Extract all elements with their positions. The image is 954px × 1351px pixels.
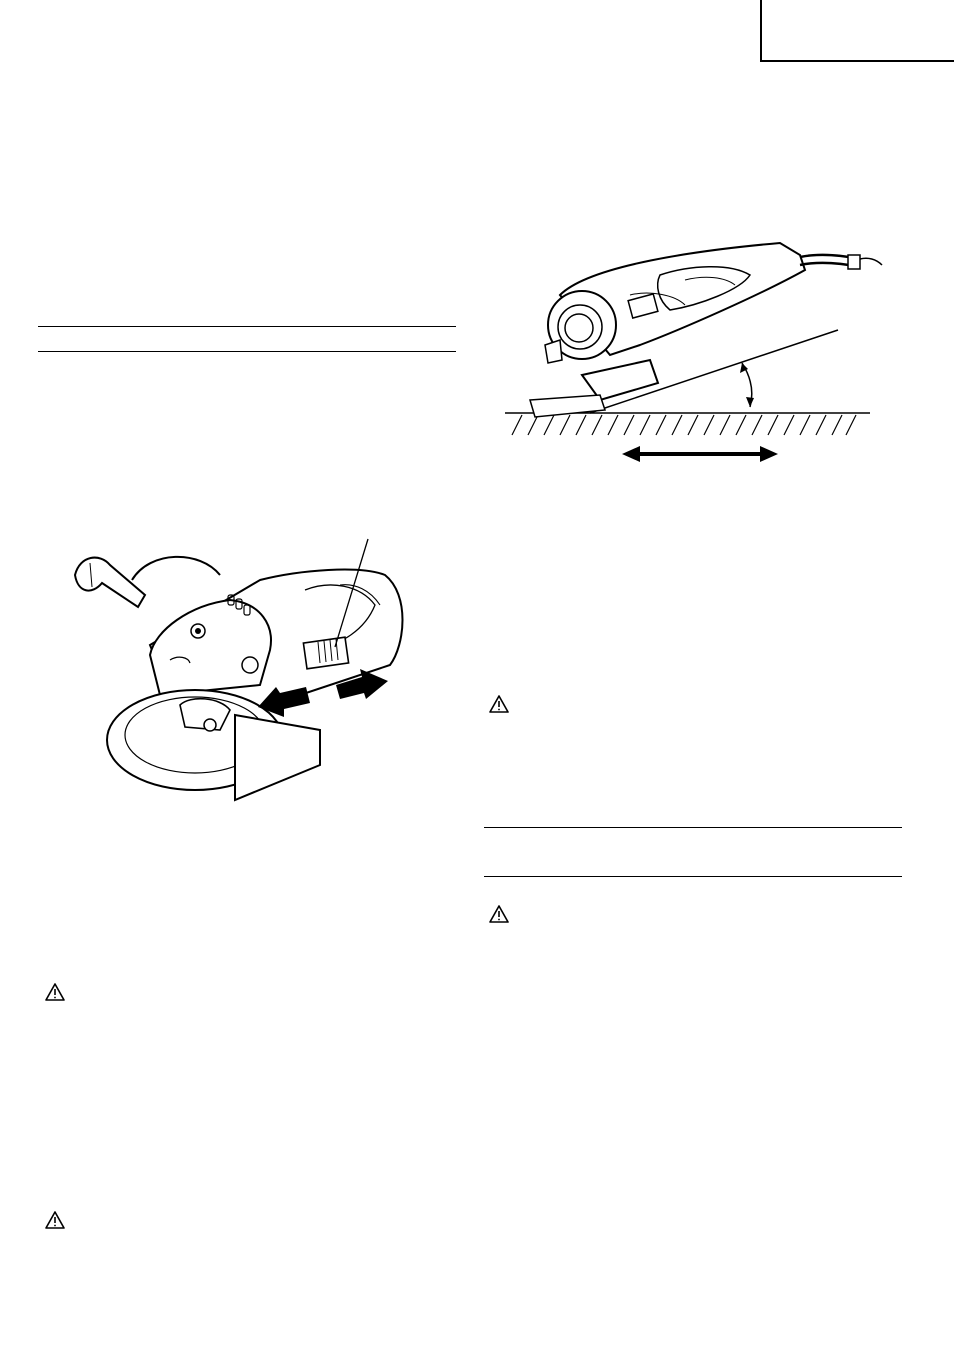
warning-triangle-icon — [488, 904, 510, 924]
section-rule-top-right — [484, 827, 902, 828]
grinding-angle-figure — [500, 235, 890, 465]
section-rule-bottom — [38, 351, 456, 352]
section-rule-bottom-right — [484, 876, 902, 877]
warning-triangle-icon — [44, 1210, 66, 1230]
warning-triangle-icon — [44, 982, 66, 1002]
switch-operation-figure — [70, 535, 415, 805]
section-rule-top — [38, 326, 456, 327]
page-tab-box — [760, 0, 954, 62]
warning-triangle-icon — [488, 694, 510, 714]
